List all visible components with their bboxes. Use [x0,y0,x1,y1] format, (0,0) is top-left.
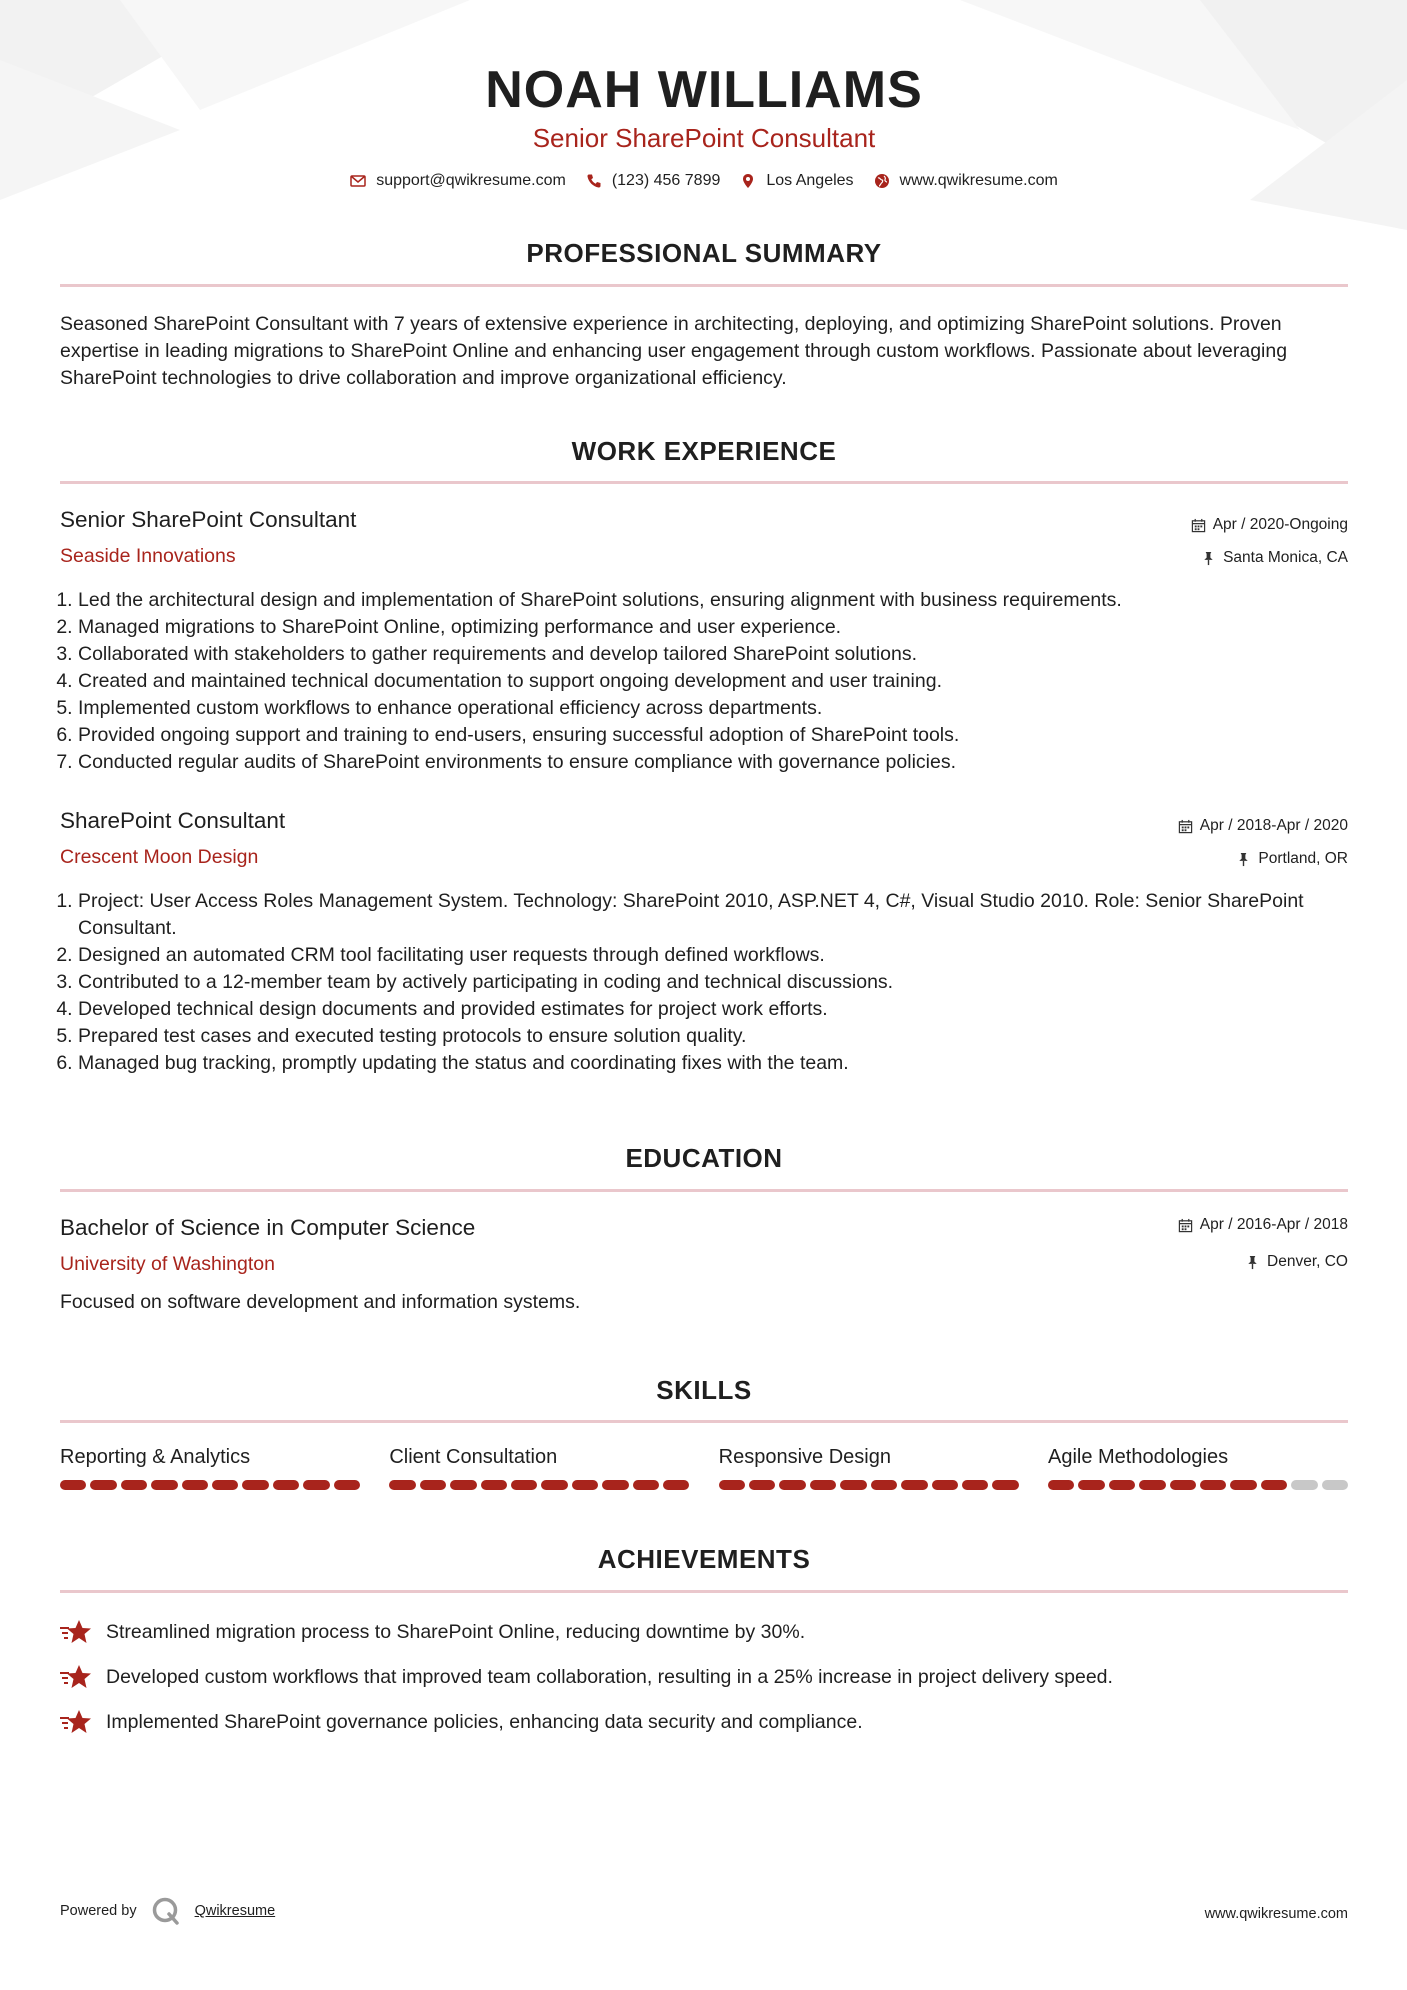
education-dates [1178,1216,1348,1234]
achievement-text: Streamlined migration process to SharePoint Online, reducing downtime by 30%. [106,1620,806,1643]
school-name: University of Washington [60,1253,275,1275]
list-item: 1. Project: User Access Roles Management System. Technology: SharePoint 2010, ASP.NET 4, C#, Visual Studio 2010. Role: Senior SharePoint Consultant. [78,888,1348,942]
list-item: 5. Implemented custom workflows to enhance operational efficiency across departments. [78,695,1348,722]
star-icon [60,1709,92,1735]
candidate-role: Senior SharePoint Consultant [532,123,876,153]
contact-location [740,172,853,190]
list-item: 2. Designed an automated CRM tool facilitating user requests through defined workflows. [78,942,1348,969]
contact-location-text: Los Angeles [766,172,854,189]
calendar-icon [1178,819,1193,834]
skill-level-bar [389,1480,689,1490]
skill-segment-filled [779,1480,805,1490]
job-dates-text: Apr / 2020-Ongoing [1212,516,1348,533]
job-responsibilities [60,587,1348,776]
pin-icon [1245,1255,1260,1270]
skill-level-bar [719,1480,1019,1490]
contact-bar [60,172,1348,190]
skill-item [719,1446,1019,1490]
skill-segment-filled [212,1480,238,1490]
summary-text: Seasoned SharePoint Consultant with 7 years of extensive experience in architecting, deploying, and optimizing SharePoint solutions. Proven expertise in leading migrations to SharePoint Online and enhancing user engagement through custom workflows. Passionate about leveraging SharePoint technologies to drive collaboration and improve organizational efficiency. [60,313,1288,389]
footer-branding [60,1896,275,1926]
footer-website[interactable]: www.qwikresume.com [1204,1906,1348,1922]
calendar-icon [1178,1218,1193,1233]
skill-segment-filled [810,1480,836,1490]
candidate-name: NOAH WILLIAMS [485,61,923,119]
skill-segment-filled [420,1480,446,1490]
achievement-item [60,1709,863,1735]
skill-segment-filled [962,1480,988,1490]
skill-segment-empty [1322,1480,1348,1490]
skill-name: Reporting & Analytics [60,1446,251,1468]
list-item: 2. Managed migrations to SharePoint Online, optimizing performance and user experience. [78,614,1348,641]
skill-segment-filled [1109,1480,1135,1490]
list-item: 6. Provided ongoing support and training to end-users, ensuring successful adoption of SharePoint tools. [78,722,1348,749]
skill-segment-filled [273,1480,299,1490]
skill-segment-filled [602,1480,628,1490]
contact-email-text: support@qwikresume.com [376,172,566,189]
skill-segment-filled [151,1480,177,1490]
resume-header [60,58,1348,154]
skill-segment-filled [572,1480,598,1490]
list-item: 5. Prepared test cases and executed testing protocols to ensure solution quality. [78,1023,1348,1050]
star-icon [60,1664,92,1690]
skill-level-bar [1048,1480,1348,1490]
skill-segment-filled [334,1480,360,1490]
job-dates [1178,817,1348,835]
pin-icon [1236,852,1251,867]
skill-item [389,1446,689,1490]
job-dates [1191,516,1348,534]
list-item: 4. Developed technical design documents and provided estimates for project work efforts. [78,996,1348,1023]
skill-segment-filled [121,1480,147,1490]
job-title: SharePoint Consultant [60,808,286,833]
skill-segment-empty [1291,1480,1317,1490]
list-item: 1. Led the architectural design and implementation of SharePoint solutions, ensuring alignment with business requirements. [78,587,1348,614]
skill-segment-filled [481,1480,507,1490]
skill-segment-filled [303,1480,329,1490]
globe-icon [874,173,890,189]
education-location [1245,1253,1348,1271]
skill-segment-filled [663,1480,689,1490]
envelope-icon [350,173,366,189]
skill-name: Agile Methodologies [1047,1446,1229,1468]
skill-segment-filled [932,1480,958,1490]
qwikresume-logo-icon [151,1896,181,1926]
list-item: 7. Conducted regular audits of SharePoint environments to ensure compliance with governance policies. [78,749,1348,776]
pin-icon [1201,551,1216,566]
skill-segment-filled [541,1480,567,1490]
skill-segment-filled [90,1480,116,1490]
degree-title: Bachelor of Science in Computer Science [60,1215,476,1240]
achievements-divider [60,1590,1348,1593]
skill-name: Client Consultation [389,1446,558,1468]
contact-email[interactable] [350,172,566,190]
contact-phone[interactable] [586,172,721,190]
skill-segment-filled [840,1480,866,1490]
contact-phone-text: (123) 456 7899 [611,172,721,189]
job-location-text: Portland, OR [1258,850,1348,867]
skill-segment-filled [1139,1480,1165,1490]
skill-segment-filled [1261,1480,1287,1490]
job-location [1236,850,1348,868]
education-description: Focused on software development and information systems. [60,1291,581,1313]
list-item: 6. Managed bug tracking, promptly updating the status and coordinating fixes with the team. [78,1050,1348,1077]
list-item: 3. Collaborated with stakeholders to gather requirements and develop tailored SharePoint solutions. [78,641,1348,668]
contact-website[interactable] [874,172,1058,190]
achievement-text: Implemented SharePoint governance policies, enhancing data security and compliance. [106,1710,863,1733]
summary-divider [60,284,1348,287]
achievement-item [60,1619,805,1645]
skill-segment-filled [1170,1480,1196,1490]
job-responsibilities [60,888,1348,1077]
education-location-text: Denver, CO [1267,1253,1348,1270]
skill-segment-filled [871,1480,897,1490]
skill-name: Responsive Design [718,1446,891,1468]
skill-item [60,1446,360,1490]
skill-segment-filled [450,1480,476,1490]
star-icon [60,1619,92,1645]
skills-list [60,1446,1348,1490]
skill-segment-filled [511,1480,537,1490]
achievement-text: Developed custom workflows that improved team collaboration, resulting in a 25% increase in project delivery speed. [106,1665,1113,1688]
summary-heading: PROFESSIONAL SUMMARY [526,238,882,268]
skill-segment-filled [1200,1480,1226,1490]
job-title: Senior SharePoint Consultant [60,507,357,532]
skill-segment-filled [1230,1480,1256,1490]
skill-segment-filled [633,1480,659,1490]
company-name: Seaside Innovations [60,545,236,567]
achievement-item [60,1664,1113,1690]
job-location [1201,549,1348,567]
contact-website-text: www.qwikresume.com [899,172,1058,189]
powered-by-label: Powered by [60,1903,137,1919]
education-divider [60,1189,1348,1192]
skill-segment-filled [749,1480,775,1490]
list-item: 3. Contributed to a 12-member team by actively participating in coding and technical discussions. [78,969,1348,996]
list-item: 4. Created and maintained technical documentation to support ongoing development and user training. [78,668,1348,695]
skill-segment-filled [389,1480,415,1490]
skill-item [1048,1446,1348,1490]
skill-segment-filled [1078,1480,1104,1490]
resume-page [60,0,1348,1990]
qwikresume-link[interactable]: Qwikresume [194,1903,276,1919]
experience-heading: WORK EXPERIENCE [571,436,837,466]
skill-segment-filled [719,1480,745,1490]
job-dates-text: Apr / 2018-Apr / 2020 [1199,817,1348,834]
job-location-text: Santa Monica, CA [1223,549,1348,566]
calendar-icon [1191,518,1206,533]
skill-segment-filled [901,1480,927,1490]
map-marker-icon [740,173,756,189]
skill-segment-filled [60,1480,86,1490]
skill-segment-filled [242,1480,268,1490]
experience-divider [60,481,1348,484]
education-dates-text: Apr / 2016-Apr / 2018 [1199,1216,1348,1233]
education-heading: EDUCATION [625,1143,783,1173]
skill-segment-filled [182,1480,208,1490]
skill-segment-filled [1048,1480,1074,1490]
company-name: Crescent Moon Design [60,846,259,868]
skills-heading: SKILLS [656,1375,752,1405]
skill-segment-filled [992,1480,1018,1490]
skills-divider [60,1420,1348,1423]
phone-icon [586,173,602,189]
skill-level-bar [60,1480,360,1490]
achievements-heading: ACHIEVEMENTS [597,1544,811,1574]
